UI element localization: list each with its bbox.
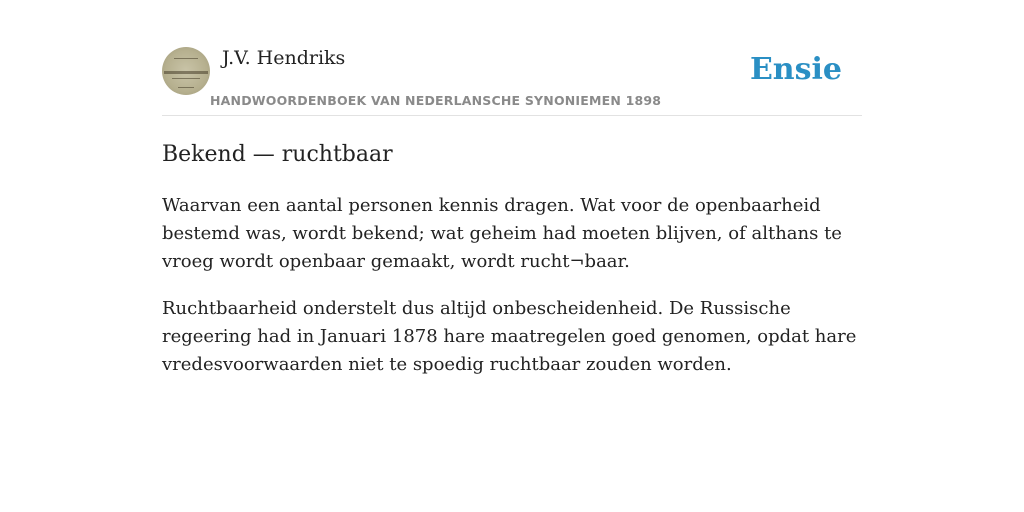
entry-paragraph: Ruchtbaarheid onderstelt dus altijd onbescheidenheid. De Russische regeering had in Januari 1878 hare maatregelen goed genomen, opdat hare vredesvoorwaarden niet te spoedig ruchtbaar zouden worden. bbox=[162, 298, 857, 375]
entry-title: Bekend — ruchtbaar bbox=[162, 142, 393, 167]
entry-paragraph: Waarvan een aantal personen kennis dragen. Wat voor de openbaarheid bestemd was, wordt bekend; wat geheim had moeten blijven, of althans te vroeg wordt openbaar gemaakt, wordt rucht¬baar. bbox=[162, 195, 842, 272]
header bbox=[162, 46, 862, 116]
cover-line-decoration bbox=[178, 87, 194, 88]
header-divider bbox=[162, 115, 862, 116]
brand-logo[interactable]: Ensie bbox=[749, 52, 842, 87]
cover-line-decoration bbox=[172, 78, 200, 79]
cover-line-decoration bbox=[174, 58, 198, 59]
author-name[interactable]: J.V. Hendriks bbox=[222, 47, 346, 69]
source-title[interactable]: HANDWOORDENBOEK VAN NEDERLANSCHE SYNONIEMEN 1898 bbox=[210, 93, 662, 108]
book-cover-avatar[interactable] bbox=[162, 47, 210, 95]
cover-line-decoration bbox=[164, 71, 208, 74]
